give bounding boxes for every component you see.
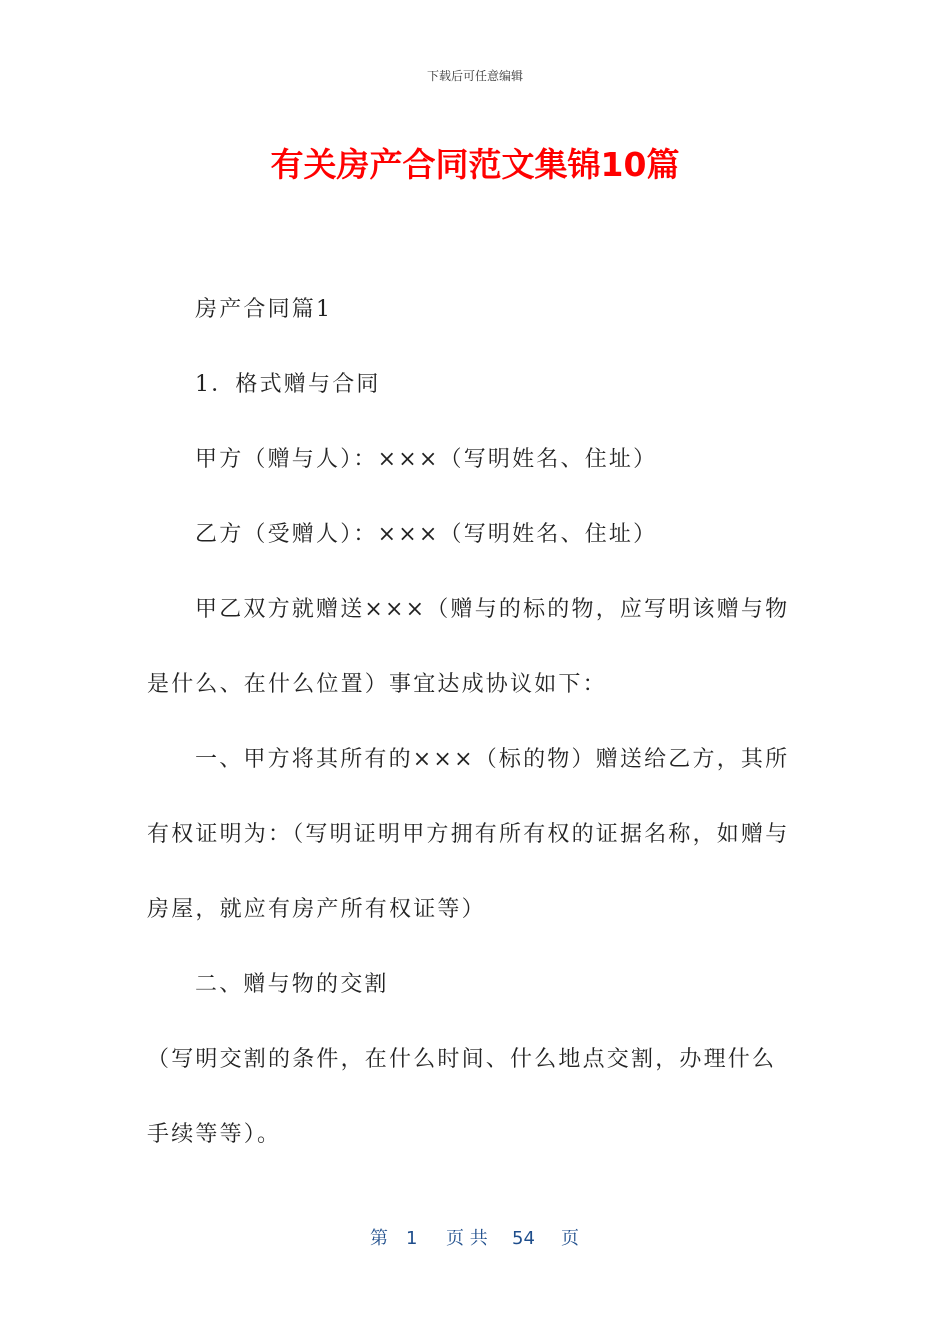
clause-two-paragraph: （写明交割的条件，在什么时间、什么地点交割，办理什么手续等等）。 bbox=[147, 1047, 777, 1147]
footer-label-pages: 页 bbox=[561, 1228, 579, 1249]
document-body bbox=[147, 272, 797, 1172]
footer-label-page-of: 页 共 bbox=[446, 1228, 488, 1249]
party-a-line: 甲方（赠与人）：×××（写明姓名、住址） bbox=[195, 447, 658, 472]
footer-label-page: 第 bbox=[370, 1228, 388, 1249]
header-note: 下载后可任意编辑 bbox=[426, 69, 523, 83]
footer-current-page: 1 bbox=[406, 1228, 418, 1249]
contract-type-heading: 1．格式赠与合同 bbox=[195, 372, 381, 397]
clause-two-heading: 二、赠与物的交割 bbox=[195, 972, 389, 997]
document-title: 有关房产合同范文集锦10篇 bbox=[270, 145, 680, 184]
section-heading: 房产合同篇1 bbox=[195, 297, 333, 322]
footer-total-pages: 54 bbox=[512, 1228, 535, 1249]
agreement-intro-paragraph: 甲乙双方就赠送×××（赠与的标的物，应写明该赠与物是什么、在什么位置）事宜达成协议如下： bbox=[147, 597, 790, 697]
party-b-line: 乙方（受赠人）：×××（写明姓名、住址） bbox=[195, 522, 658, 547]
clause-one-paragraph: 一、甲方将其所有的×××（标的物）赠送给乙方，其所有权证明为：（写明证明甲方拥有所有权的证据名称，如赠与房屋，就应有房产所有权证等） bbox=[147, 747, 790, 922]
